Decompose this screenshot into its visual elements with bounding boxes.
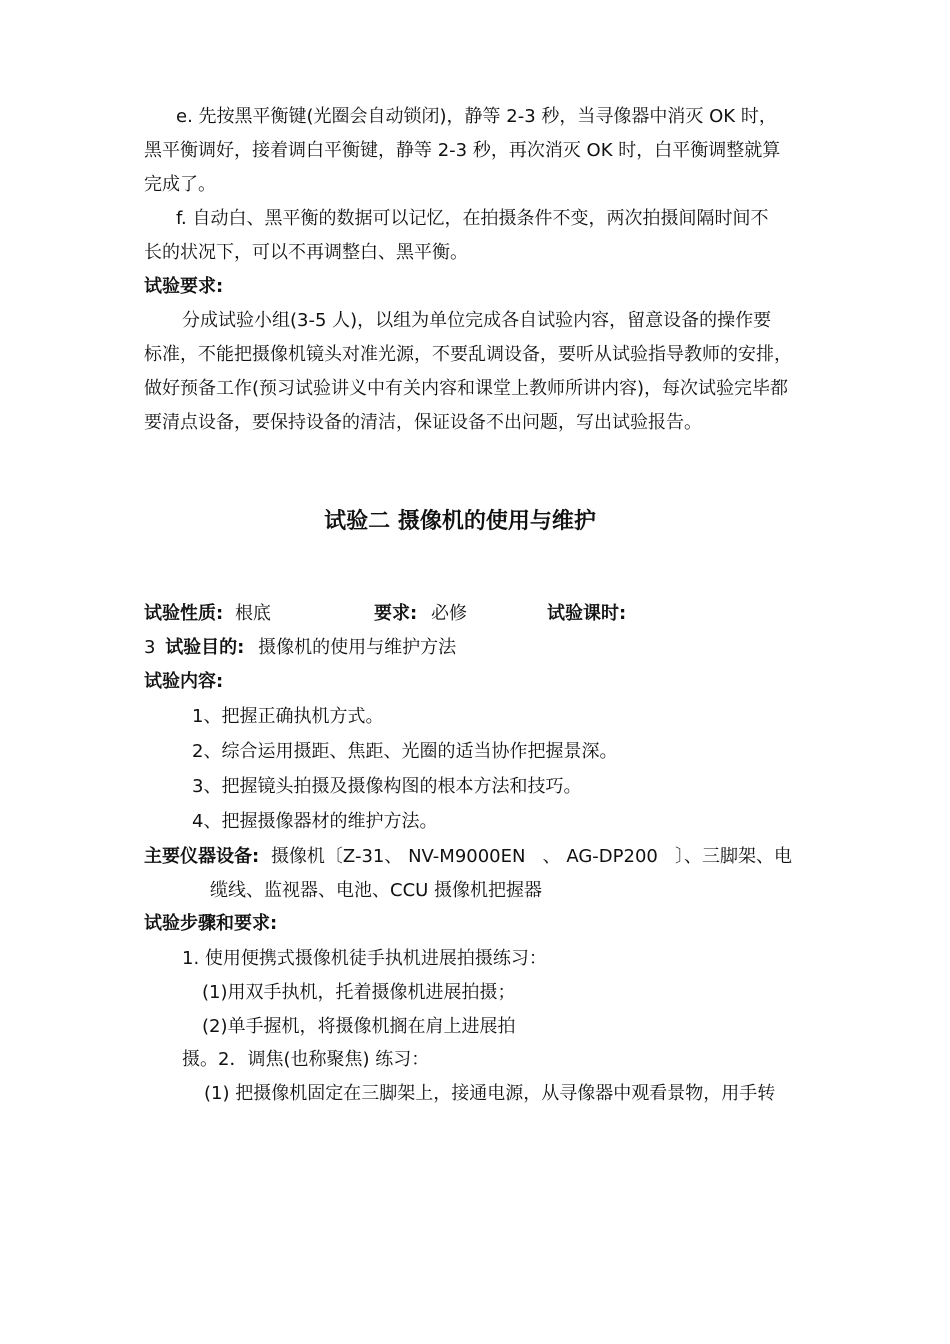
content-item: 2、综合运用摄距、焦距、光圈的适当协作把握景深。 (192, 741, 618, 762)
para-f-line-1: f. 自动白、黑平衡的数据可以记忆，在拍摄条件不变，两次拍摄间隔时间不 (176, 208, 769, 229)
steps-heading: 试验步骤和要求: (144, 913, 278, 934)
equipment-continuation: 缆线、监视器、电池、CCU 摄像机把握器 (210, 880, 543, 901)
step-line: 摄。2．调焦(也称聚焦) 练习： (182, 1049, 430, 1070)
content-item: 4、把握摄像器材的维护方法。 (192, 811, 438, 832)
step-line: 1. 使用便携式摄像机徒手执机进展拍摄练习： (182, 948, 547, 969)
nature-value: 根底 (234, 603, 271, 624)
para-e-line-1: e. 先按黑平衡键(光圈会自动锁闭)，静等 2-3 秒，当寻像器中消灭 OK 时， (176, 106, 777, 127)
step-line: (1) 把摄像机固定在三脚架上，接通电源，从寻像器中观看景物，用手转 (204, 1083, 776, 1104)
para-e-line-2: 黑平衡调好，接着调白平衡键，静等 2-3 秒，再次消灭 OK 时，白平衡调整就算 (144, 140, 781, 161)
experiment-two-title: 试验二 摄像机的使用与维护 (324, 509, 596, 534)
requirements-line-2: 标准，不能把摄像机镜头对准光源，不要乱调设备，要听从试验指导教师的安排， (144, 344, 792, 365)
content-heading: 试验内容: (144, 671, 224, 692)
hours-label: 试验课时: (547, 603, 627, 624)
para-e-line-3: 完成了。 (144, 174, 216, 195)
purpose-label: 试验目的: (165, 637, 245, 658)
purpose-row (144, 637, 456, 659)
hours-value: 3 (144, 637, 156, 658)
equipment-value: 摄像机〔Z-31、 NV-M9000EN 、 AG-DP200 〕、三脚架、电 (270, 846, 793, 867)
nature-label: 试验性质: (144, 603, 224, 624)
equipment-label: 主要仪器设备: (144, 846, 260, 867)
content-item: 3、把握镜头拍摄及摄像构图的根本方法和技巧。 (192, 776, 582, 797)
purpose-value: 摄像机的使用与维护方法 (258, 637, 457, 658)
equipment-row (144, 846, 792, 868)
content-item: 1、把握正确执机方式。 (192, 706, 384, 727)
require-label: 要求: (374, 603, 418, 624)
meta-row (144, 603, 904, 625)
step-line: (2)单手握机，将摄像机搁在肩上进展拍 (202, 1016, 516, 1037)
step-line: (1)用双手执机，托着摄像机进展拍摄； (202, 982, 516, 1003)
requirements-heading: 试验要求: (144, 276, 224, 297)
requirements-line-3: 做好预备工作(预习试验讲义中有关内容和课堂上教师所讲内容)，每次试验完毕都 (144, 378, 789, 399)
para-f-line-2: 长的状况下，可以不再调整白、黑平衡。 (144, 242, 468, 263)
require-value: 必修 (431, 603, 467, 624)
requirements-line-1: 分成试验小组(3-5 人)，以组为单位完成各自试验内容，留意设备的操作要 (182, 310, 772, 331)
requirements-line-4: 要清点设备，要保持设备的清洁，保证设备不出问题，写出试验报告。 (144, 412, 702, 433)
